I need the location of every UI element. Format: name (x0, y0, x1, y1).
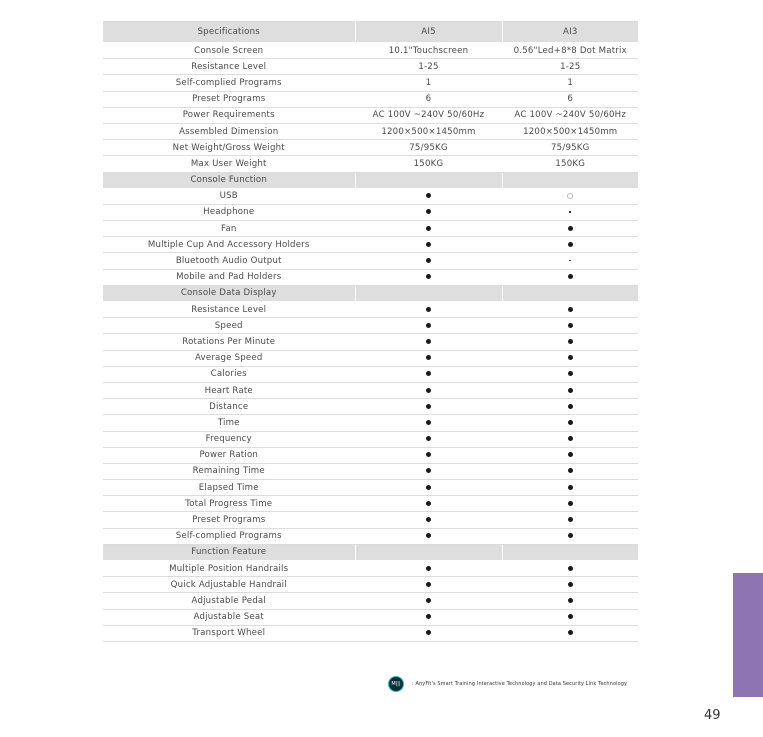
feature-row (103, 302, 638, 318)
filled-dot-icon (568, 371, 573, 376)
filled-dot-icon (426, 436, 431, 441)
feature-label: Quick Adjustable Handrail (103, 577, 355, 593)
filled-dot-icon (568, 404, 573, 409)
feature-row (103, 447, 638, 463)
specifications-table (103, 21, 638, 642)
feature-row (103, 463, 638, 479)
filled-dot-icon (426, 339, 431, 344)
feature-row (103, 625, 638, 641)
feature-label: Remaining Time (103, 463, 355, 479)
side-tab (733, 573, 763, 697)
spec-row (103, 156, 638, 172)
feature-ai3 (502, 237, 638, 253)
legend-text: : AnyFit's Smart Training Interactive Technology and Data Security Link Technology (412, 681, 628, 687)
spec-value-ai3: AC 100V ~240V 50/60Hz (502, 107, 638, 123)
feature-ai5 (355, 625, 502, 641)
feature-row (103, 399, 638, 415)
feature-ai3 (502, 480, 638, 496)
feature-ai5 (355, 334, 502, 350)
feature-ai5 (355, 593, 502, 609)
filled-dot-icon (568, 566, 573, 571)
feature-row (103, 269, 638, 285)
section-blank-cell (355, 285, 502, 301)
spec-value-ai5: 10.1"Touchscreen (355, 43, 502, 59)
feature-row (103, 350, 638, 366)
filled-dot-icon (426, 630, 431, 635)
feature-ai5 (355, 463, 502, 479)
feature-ai5 (355, 399, 502, 415)
spec-row (103, 123, 638, 139)
feature-label: Calories (103, 366, 355, 382)
section-header-row (103, 285, 638, 301)
technology-legend (388, 675, 627, 693)
feature-row (103, 577, 638, 593)
filled-dot-icon (426, 404, 431, 409)
feature-ai3 (502, 350, 638, 366)
spec-label: Assembled Dimension (103, 123, 355, 139)
feature-row (103, 496, 638, 512)
feature-ai5 (355, 480, 502, 496)
feature-ai3 (502, 593, 638, 609)
feature-label: Multiple Position Handrails (103, 561, 355, 577)
filled-dot-icon (426, 388, 431, 393)
feature-ai5 (355, 302, 502, 318)
filled-dot-icon (568, 339, 573, 344)
feature-ai5 (355, 447, 502, 463)
spec-value-ai5: 150KG (355, 156, 502, 172)
feature-ai5 (355, 318, 502, 334)
feature-ai5 (355, 366, 502, 382)
filled-dot-icon (568, 533, 573, 538)
feature-ai3 (502, 561, 638, 577)
filled-dot-icon (426, 307, 431, 312)
feature-ai5 (355, 496, 502, 512)
filled-dot-icon (426, 501, 431, 506)
filled-dot-icon (568, 501, 573, 506)
feature-label: Fan (103, 221, 355, 237)
feature-label: Elapsed Time (103, 480, 355, 496)
feature-label: Self-complied Programs (103, 528, 355, 544)
feature-label: Resistance Level (103, 302, 355, 318)
anyfit-logo-icon: M||| (388, 676, 404, 692)
spec-value-ai5: 75/95KG (355, 140, 502, 156)
filled-dot-icon (426, 533, 431, 538)
spec-row (103, 140, 638, 156)
feature-label: Distance (103, 399, 355, 415)
feature-ai3 (502, 253, 638, 269)
feature-ai3 (502, 188, 638, 204)
header-model-ai3: AI3 (502, 21, 638, 43)
spec-value-ai5: 1200×500×1450mm (355, 123, 502, 139)
section-title: Console Function (103, 172, 355, 188)
filled-dot-icon (426, 614, 431, 619)
feature-label: Adjustable Pedal (103, 593, 355, 609)
feature-ai5 (355, 382, 502, 398)
filled-dot-icon (426, 452, 431, 457)
filled-dot-icon (426, 242, 431, 247)
spec-value-ai3: 6 (502, 91, 638, 107)
spec-row (103, 107, 638, 123)
feature-row (103, 609, 638, 625)
filled-dot-icon (426, 598, 431, 603)
filled-dot-icon (568, 420, 573, 425)
feature-label: Heart Rate (103, 382, 355, 398)
feature-ai3 (502, 609, 638, 625)
section-title: Function Feature (103, 544, 355, 560)
feature-ai3 (502, 302, 638, 318)
feature-label: Rotations Per Minute (103, 334, 355, 350)
hollow-circle-icon (567, 193, 573, 199)
dash-icon (569, 211, 571, 213)
spec-label: Console Screen (103, 43, 355, 59)
spec-row (103, 43, 638, 59)
feature-ai5 (355, 577, 502, 593)
feature-ai5 (355, 204, 502, 220)
feature-label: Average Speed (103, 350, 355, 366)
section-blank-cell (502, 172, 638, 188)
feature-ai5 (355, 188, 502, 204)
section-blank-cell (502, 285, 638, 301)
feature-ai5 (355, 237, 502, 253)
feature-ai5 (355, 431, 502, 447)
feature-row (103, 221, 638, 237)
filled-dot-icon (568, 226, 573, 231)
header-specifications: Specifications (103, 21, 355, 43)
feature-row (103, 253, 638, 269)
spec-row (103, 75, 638, 91)
feature-ai5 (355, 609, 502, 625)
filled-dot-icon (568, 323, 573, 328)
feature-label: Transport Wheel (103, 625, 355, 641)
feature-row (103, 366, 638, 382)
filled-dot-icon (426, 371, 431, 376)
feature-label: Adjustable Seat (103, 609, 355, 625)
filled-dot-icon (568, 242, 573, 247)
filled-dot-icon (568, 274, 573, 279)
spec-label: Preset Programs (103, 91, 355, 107)
feature-label: Headphone (103, 204, 355, 220)
spec-label: Self-complied Programs (103, 75, 355, 91)
filled-dot-icon (568, 598, 573, 603)
feature-label: USB (103, 188, 355, 204)
filled-dot-icon (426, 517, 431, 522)
filled-dot-icon (568, 517, 573, 522)
feature-row (103, 334, 638, 350)
feature-label: Preset Programs (103, 512, 355, 528)
spec-value-ai5: 1-25 (355, 59, 502, 75)
feature-ai3 (502, 577, 638, 593)
feature-row (103, 431, 638, 447)
feature-ai5 (355, 561, 502, 577)
feature-ai3 (502, 496, 638, 512)
spec-row (103, 59, 638, 75)
feature-ai3 (502, 528, 638, 544)
feature-label: Time (103, 415, 355, 431)
filled-dot-icon (568, 307, 573, 312)
feature-label: Multiple Cup And Accessory Holders (103, 237, 355, 253)
spec-value-ai3: 1 (502, 75, 638, 91)
filled-dot-icon (426, 274, 431, 279)
feature-ai3 (502, 447, 638, 463)
feature-row (103, 561, 638, 577)
feature-ai3 (502, 366, 638, 382)
feature-row (103, 480, 638, 496)
filled-dot-icon (568, 468, 573, 473)
feature-ai3 (502, 204, 638, 220)
page-number: 49 (704, 708, 721, 723)
spec-label: Power Requirements (103, 107, 355, 123)
filled-dot-icon (426, 468, 431, 473)
spec-value-ai5: AC 100V ~240V 50/60Hz (355, 107, 502, 123)
section-blank-cell (502, 544, 638, 560)
feature-ai3 (502, 399, 638, 415)
section-blank-cell (355, 172, 502, 188)
filled-dot-icon (568, 452, 573, 457)
spec-label: Max User Weight (103, 156, 355, 172)
section-title: Console Data Display (103, 285, 355, 301)
feature-ai3 (502, 382, 638, 398)
filled-dot-icon (568, 436, 573, 441)
feature-ai3 (502, 221, 638, 237)
feature-row (103, 415, 638, 431)
feature-ai5 (355, 512, 502, 528)
section-header-row (103, 544, 638, 560)
filled-dot-icon (426, 420, 431, 425)
feature-row (103, 593, 638, 609)
feature-ai3 (502, 512, 638, 528)
feature-label: Total Progress Time (103, 496, 355, 512)
feature-row (103, 204, 638, 220)
feature-label: Mobile and Pad Holders (103, 269, 355, 285)
feature-label: Speed (103, 318, 355, 334)
filled-dot-icon (568, 582, 573, 587)
spec-value-ai5: 6 (355, 91, 502, 107)
feature-label: Power Ration (103, 447, 355, 463)
section-blank-cell (355, 544, 502, 560)
filled-dot-icon (426, 566, 431, 571)
filled-dot-icon (568, 355, 573, 360)
header-model-ai5: AI5 (355, 21, 502, 43)
filled-dot-icon (426, 355, 431, 360)
filled-dot-icon (568, 388, 573, 393)
filled-dot-icon (426, 209, 431, 214)
feature-ai3 (502, 334, 638, 350)
spec-value-ai3: 1200×500×1450mm (502, 123, 638, 139)
spec-value-ai3: 75/95KG (502, 140, 638, 156)
dash-icon (569, 260, 571, 262)
feature-ai3 (502, 431, 638, 447)
feature-ai5 (355, 221, 502, 237)
spec-label: Resistance Level (103, 59, 355, 75)
spec-row (103, 91, 638, 107)
section-header-row (103, 172, 638, 188)
feature-ai3 (502, 318, 638, 334)
spec-value-ai3: 1-25 (502, 59, 638, 75)
feature-ai5 (355, 253, 502, 269)
feature-row (103, 382, 638, 398)
filled-dot-icon (426, 258, 431, 263)
feature-ai5 (355, 350, 502, 366)
table-header-row (103, 21, 638, 43)
filled-dot-icon (426, 226, 431, 231)
filled-dot-icon (568, 630, 573, 635)
feature-ai3 (502, 463, 638, 479)
feature-label: Frequency (103, 431, 355, 447)
filled-dot-icon (426, 582, 431, 587)
feature-ai5 (355, 528, 502, 544)
feature-ai5 (355, 415, 502, 431)
filled-dot-icon (426, 323, 431, 328)
feature-ai5 (355, 269, 502, 285)
feature-row (103, 528, 638, 544)
spec-value-ai5: 1 (355, 75, 502, 91)
filled-dot-icon (426, 485, 431, 490)
feature-row (103, 512, 638, 528)
feature-ai3 (502, 625, 638, 641)
filled-dot-icon (426, 193, 431, 198)
feature-row (103, 318, 638, 334)
feature-row (103, 188, 638, 204)
feature-row (103, 237, 638, 253)
feature-label: Bluetooth Audio Output (103, 253, 355, 269)
spec-label: Net Weight/Gross Weight (103, 140, 355, 156)
filled-dot-icon (568, 485, 573, 490)
spec-value-ai3: 150KG (502, 156, 638, 172)
feature-ai3 (502, 415, 638, 431)
feature-ai3 (502, 269, 638, 285)
filled-dot-icon (568, 614, 573, 619)
spec-value-ai3: 0.56"Led+8*8 Dot Matrix (502, 43, 638, 59)
